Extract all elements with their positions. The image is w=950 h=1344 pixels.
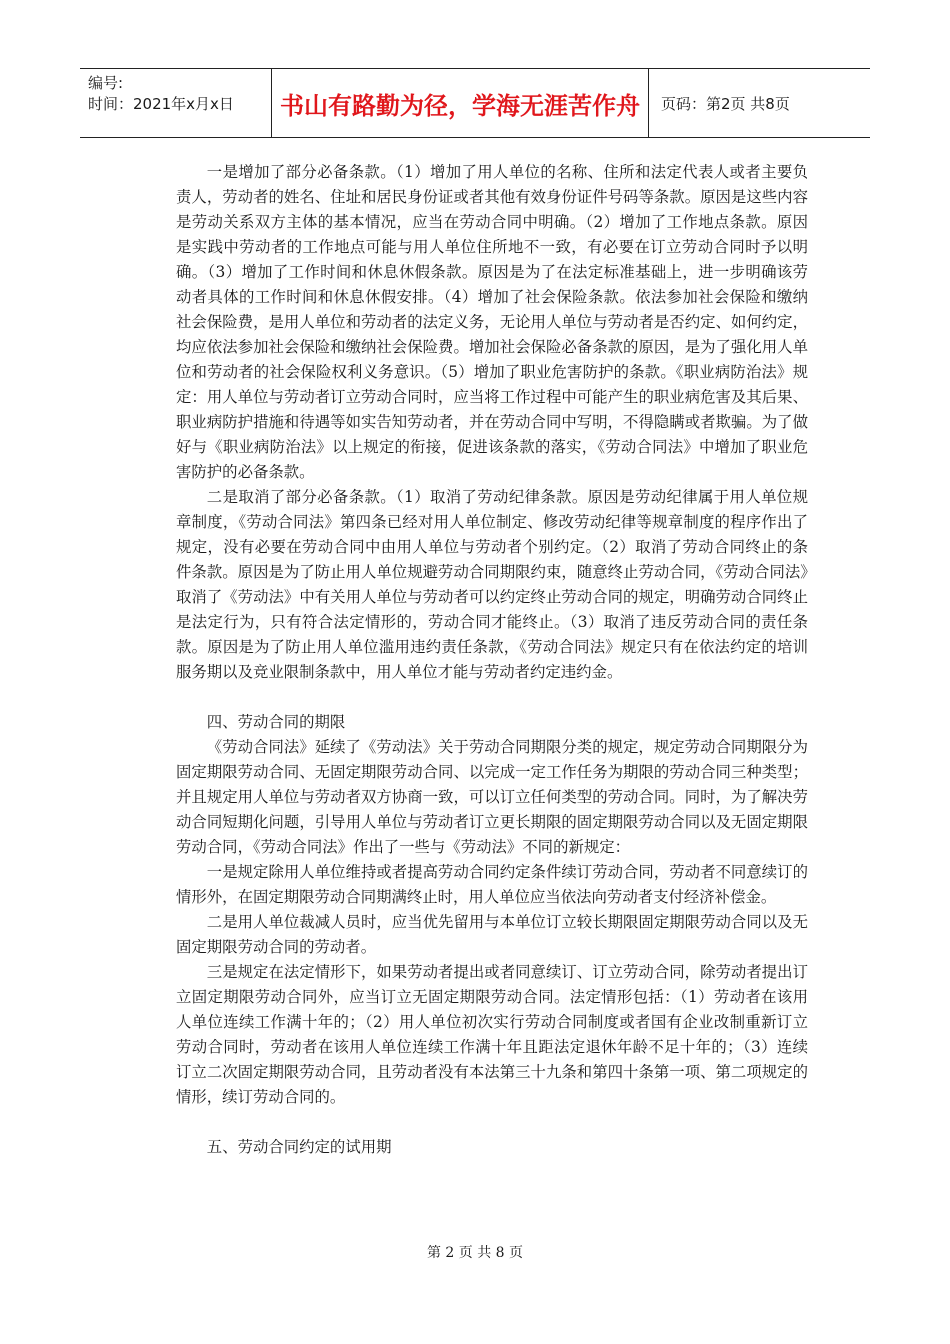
paragraph-term-rule-3: 三是规定在法定情形下，如果劳动者提出或者同意续订、订立劳动合同，除劳动者提出订立固定期限劳动合同外，应当订立无固定期限劳动合同。法定情形包括：（1）劳动者在该用人单位连续工作满十年的；（2）用人单位初次实行劳动合同制度或者国有企业改制重新订立劳动合同时，劳动者在该用人单位连续工作满十年且距法定退休年龄不足十年的；（3）连续订立二次固定期限劳动合同，且劳动者没有本法第三十九条和第四十条第一项、第二项规定的情形，续订劳动合同的。 (176, 963, 808, 1106)
paragraph-term-rule-1: 一是规定除用人单位维持或者提高劳动合同约定条件续订劳动合同，劳动者不同意续订的情形外，在固定期限劳动合同期满终止时，用人单位应当依法向劳动者支付经济补偿金。 (176, 863, 808, 906)
page-footer: 第 2 页 共 8 页 (426, 1245, 524, 1261)
header-page-info: 页码：第2页 共8页 (661, 94, 790, 113)
paragraph-term-overview: 《劳动合同法》延续了《劳动法》关于劳动合同期限分类的规定，规定劳动合同期限分为固定期限劳动合同、无固定期限劳动合同、以完成一定工作任务为期限的劳动合同三种类型；并且规定用人单位与劳动者双方协商一致，可以订立任何类型的劳动合同。同时，为了解决劳动合同短期化问题，引导用人单位与劳动者订立更长期限的固定期限劳动合同以及无固定期限劳动合同，《劳动合同法》作出了一些与《劳动法》不同的新规定： (176, 738, 808, 856)
document-body (176, 160, 808, 1160)
page-header (80, 68, 870, 138)
section-heading-contract-term: 四、劳动合同的期限 (206, 713, 346, 731)
section-heading-probation: 五、劳动合同约定的试用期 (206, 1138, 392, 1156)
paragraph-term-rule-2: 二是用人单位裁减人员时，应当优先留用与本单位订立较长期限固定期限劳动合同以及无固定期限劳动合同的劳动者。 (176, 913, 808, 956)
document-date: 时间：2021年x月x日 (88, 95, 234, 113)
document-number-label: 编号: (88, 74, 124, 92)
header-motto: 书山有路勤为径，学海无涯苦作舟 (272, 69, 649, 137)
spacer (176, 1110, 808, 1135)
spacer (176, 685, 808, 710)
header-meta (80, 69, 272, 137)
paragraph-removed-clauses: 二是取消了部分必备条款。（1）取消了劳动纪律条款。原因是劳动纪律属于用人单位规章制度，《劳动合同法》第四条已经对用人单位制定、修改劳动纪律等规章制度的程序作出了规定，没有必要在劳动合同中由用人单位与劳动者个别约定。（2）取消了劳动合同终止的条件条款。原因是为了防止用人单位规避劳动合同期限约束，随意终止劳动合同，《劳动合同法》取消了《劳动法》中有关用人单位与劳动者可以约定终止劳动合同的规定，明确劳动合同终止是法定行为，只有符合法定情形的，劳动合同才能终止。（3）取消了违反劳动合同的责任条款。原因是为了防止用人单位滥用违约责任条款，《劳动合同法》规定只有在依法约定的培训服务期以及竞业限制条款中，用人单位才能与劳动者约定违约金。 (176, 488, 808, 681)
paragraph-added-clauses: 一是增加了部分必备条款。（1）增加了用人单位的名称、住所和法定代表人或者主要负责人，劳动者的姓名、住址和居民身份证或者其他有效身份证件号码等条款。原因是这些内容是劳动关系双方主体的基本情况，应当在劳动合同中明确。（2）增加了工作地点条款。原因是实践中劳动者的工作地点可能与用人单位住所地不一致，有必要在订立劳动合同时予以明确。（3）增加了工作时间和休息休假条款。原因是为了在法定标准基础上，进一步明确该劳动者具体的工作时间和休息休假安排。（4）增加了社会保险条款。依法参加社会保险和缴纳社会保险费，是用人单位和劳动者的法定义务，无论用人单位与劳动者是否约定、如何约定，均应依法参加社会保险和缴纳社会保险费。增加社会保险必备条款的原因，是为了强化用人单位和劳动者的社会保险权利义务意识。（5）增加了职业危害防护的条款。《职业病防治法》规定：用人单位与劳动者订立劳动合同时，应当将工作过程中可能产生的职业病危害及其后果、职业病防护措施和待遇等如实告知劳动者，并在劳动合同中写明，不得隐瞒或者欺骗。为了做好与《职业病防治法》以上规定的衔接，促进该条款的落实，《劳动合同法》中增加了职业危害防护的必备条款。 (176, 163, 808, 481)
